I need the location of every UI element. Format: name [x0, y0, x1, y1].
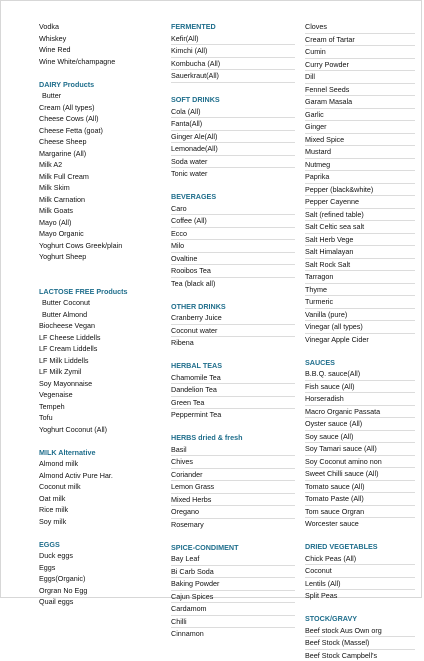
column-2 [171, 21, 295, 640]
list-item: Vanilla (pure) [305, 309, 415, 322]
list-item: Tarragon [305, 271, 415, 284]
list-item: Split Peas [305, 590, 415, 602]
list-item: Mixed Spice [305, 134, 415, 147]
list-item: Wine Red [39, 44, 157, 56]
list-item: Garlic [305, 109, 415, 122]
list-item: Tea (black all) [171, 278, 295, 290]
list-item: Tofu [39, 412, 157, 424]
list-item: Ovaltine [171, 253, 295, 266]
list-item: Milk Goats [39, 205, 157, 217]
list-item: Turmeric [305, 296, 415, 309]
list-item: Tempeh [39, 401, 157, 413]
list-item: Butter Coconut [39, 297, 157, 309]
list-item: Coconut milk [39, 481, 157, 493]
list-item: Coffee (All) [171, 215, 295, 228]
list-item: Margarine (All) [39, 148, 157, 160]
spacer [171, 180, 295, 192]
list-item: Sauerkraut(All) [171, 70, 295, 83]
list-item: Cinnamon [171, 628, 295, 640]
list-item: Almond Activ Pure Har. [39, 470, 157, 482]
list-item: Oregano [171, 506, 295, 519]
list-item: Caro [171, 203, 295, 216]
list-item: Coconut water [171, 325, 295, 338]
list-item: Peppermint Tea [171, 409, 295, 421]
list-item: Oat milk [39, 493, 157, 505]
list-item: Wine White/champagne [39, 56, 157, 68]
list-item: Soy milk [39, 516, 157, 528]
section-heading: HERBAL TEAS [171, 360, 295, 372]
list-item: Yoghurt Coconut (All) [39, 424, 157, 436]
list-item: Butter [39, 90, 157, 102]
list-item: Dandelion Tea [171, 384, 295, 397]
list-item: Lemon Grass [171, 481, 295, 494]
list-item: Cloves [305, 21, 415, 34]
list-item: Yoghurt Sheep [39, 251, 157, 263]
spacer [171, 349, 295, 361]
list-item: Vinegar (all types) [305, 321, 415, 334]
list-item: Cheese Sheep [39, 136, 157, 148]
list-item: LF Cheese Liddells [39, 332, 157, 344]
list-item: Basil [171, 444, 295, 457]
list-item: Rooibos Tea [171, 265, 295, 278]
list-item: Chick Peas (All) [305, 553, 415, 566]
list-item: Vodka [39, 21, 157, 33]
list-item: Chamomile Tea [171, 372, 295, 385]
list-item: Nutmeg [305, 159, 415, 172]
list-item: Tomato Paste (All) [305, 493, 415, 506]
list-item: Kombucha (All) [171, 58, 295, 71]
list-item: Ecco [171, 228, 295, 241]
list-item: Soda water [171, 156, 295, 169]
list-item: Garam Masala [305, 96, 415, 109]
list-item: Fennel Seeds [305, 84, 415, 97]
list-item: Pepper (black&white) [305, 184, 415, 197]
list-item: Mixed Herbs [171, 494, 295, 507]
list-item: Soy Coconut amino non [305, 456, 415, 469]
list-item: Milk A2 [39, 159, 157, 171]
spacer [305, 530, 415, 542]
list-item: Duck eggs [39, 550, 157, 562]
list-item: Soy sauce (All) [305, 431, 415, 444]
list-item: Macro Organic Passata [305, 406, 415, 419]
list-item: Lentils (All) [305, 578, 415, 591]
list-item: Paprika [305, 171, 415, 184]
section-heading: LACTOSE FREE Products [39, 286, 157, 298]
list-item: LF Cream Liddells [39, 343, 157, 355]
list-item: Vinegar Apple Cider [305, 334, 415, 346]
section-heading: SPICE-CONDIMENT [171, 542, 295, 554]
section-heading: FERMENTED [171, 21, 295, 33]
section-heading: HERBS dried & fresh [171, 432, 295, 444]
spacer [39, 435, 157, 447]
column-3 [305, 21, 415, 661]
spacer [39, 263, 157, 275]
list-item: Curry Powder [305, 59, 415, 72]
list-item: Beef Stock (Massel) [305, 637, 415, 650]
spacer [39, 527, 157, 539]
list-item: Lemonade(All) [171, 143, 295, 156]
list-item: Bi Carb Soda [171, 566, 295, 579]
list-item: Fanta(All) [171, 118, 295, 131]
list-item: Milk Skim [39, 182, 157, 194]
list-item: Cream (All types) [39, 102, 157, 114]
section-heading: OTHER DRINKS [171, 301, 295, 313]
spacer [171, 421, 295, 433]
list-item: Butter Almond [39, 309, 157, 321]
list-item: Ginger [305, 121, 415, 134]
list-item: Almond milk [39, 458, 157, 470]
list-item: Eggs [39, 562, 157, 574]
list-item: Cajun Spices [171, 591, 295, 604]
list-item: Yoghurt Cows Greek/plain [39, 240, 157, 252]
list-item: Salt (refined table) [305, 209, 415, 222]
list-item: Salt Himalayan [305, 246, 415, 259]
spacer [305, 345, 415, 357]
section-heading: DAIRY Products [39, 79, 157, 91]
section-heading: MILK Alternative [39, 447, 157, 459]
list-item: Rosemary [171, 519, 295, 531]
list-item: Salt Rock Salt [305, 259, 415, 272]
list-item: Tomato sauce (All) [305, 481, 415, 494]
list-item: Soy Tamari sauce (All) [305, 443, 415, 456]
list-item: Chives [171, 456, 295, 469]
list-item: Cream of Tartar [305, 34, 415, 47]
spacer [171, 530, 295, 542]
spacer [305, 602, 415, 614]
list-item: Cranberry Juice [171, 312, 295, 325]
spacer [39, 67, 157, 79]
list-item: Ginger Ale(All) [171, 131, 295, 144]
list-item: B.B.Q. sauce(All) [305, 368, 415, 381]
list-item: Rice milk [39, 504, 157, 516]
list-item: Salt Herb Vege [305, 234, 415, 247]
list-item: Worcester sauce [305, 518, 415, 530]
spacer [171, 83, 295, 95]
list-item: Thyme [305, 284, 415, 297]
list-item: Sweet Chilli sauce (All) [305, 468, 415, 481]
section-heading: BEVERAGES [171, 191, 295, 203]
list-item: Green Tea [171, 397, 295, 410]
list-item: Mayo (All) [39, 217, 157, 229]
list-item: Tonic water [171, 168, 295, 180]
list-item: Mayo Organic [39, 228, 157, 240]
list-item: Coriander [171, 469, 295, 482]
list-item: Ribena [171, 337, 295, 349]
section-heading: SOFT DRINKS [171, 94, 295, 106]
list-item: Tom sauce Orgran [305, 506, 415, 519]
section-heading: SAUCES [305, 357, 415, 369]
spacer [39, 274, 157, 286]
list-item: Fish sauce (All) [305, 381, 415, 394]
list-item: LF Milk Liddells [39, 355, 157, 367]
list-item: Biocheese Vegan [39, 320, 157, 332]
list-item: Cardamom [171, 603, 295, 616]
list-item: Milk Carnation [39, 194, 157, 206]
list-item: Oyster sauce (All) [305, 418, 415, 431]
list-item: Chilli [171, 616, 295, 629]
list-item: Kefir(All) [171, 33, 295, 46]
column-1 [39, 21, 157, 608]
list-item: Whiskey [39, 33, 157, 45]
list-item: Dill [305, 71, 415, 84]
list-item: Kimchi (All) [171, 45, 295, 58]
list-item: Cheese Fetta (goat) [39, 125, 157, 137]
list-item: Soy Mayonnaise [39, 378, 157, 390]
section-heading: EGGS [39, 539, 157, 551]
list-item: Salt Celtic sea salt [305, 221, 415, 234]
list-item: Pepper Cayenne [305, 196, 415, 209]
list-item: Eggs(Organic) [39, 573, 157, 585]
spacer [171, 289, 295, 301]
list-item: Coconut [305, 565, 415, 578]
section-heading: STOCK/GRAVY [305, 613, 415, 625]
list-item: LF Milk Zymil [39, 366, 157, 378]
list-item: Quail eggs [39, 596, 157, 608]
list-item: Horseradish [305, 393, 415, 406]
list-item: Orgran No Egg [39, 585, 157, 597]
list-item: Cola (All) [171, 106, 295, 119]
list-item: Milo [171, 240, 295, 253]
section-heading: DRIED VEGETABLES [305, 541, 415, 553]
list-item: Cumin [305, 46, 415, 59]
list-item: Beef stock Aus Own org [305, 625, 415, 638]
list-item: Bay Leaf [171, 553, 295, 566]
list-item: Cheese Cows (All) [39, 113, 157, 125]
list-item: Baking Powder [171, 578, 295, 591]
list-item: Milk Full Cream [39, 171, 157, 183]
list-item: Mustard [305, 146, 415, 159]
list-item: Vegenaise [39, 389, 157, 401]
list-item: Beef Stock Campbell's [305, 650, 415, 661]
